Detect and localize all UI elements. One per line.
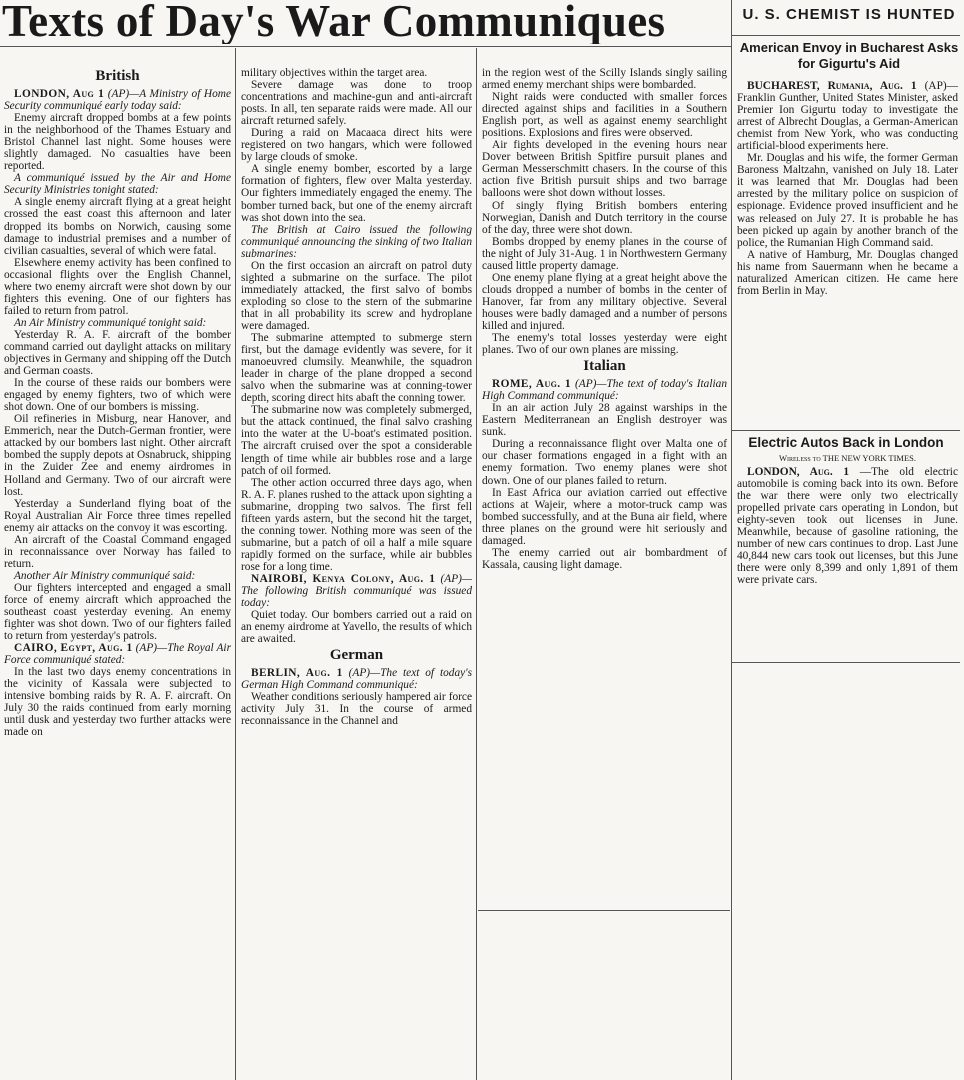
- german-italian-column: [482, 67, 727, 917]
- paragraph: [4, 498, 231, 534]
- body-text: The other action occurred three days ago, when R. A. F. planes rushed to the attack upon sighting a submarine, dropping two salvos. The first fell fifteen yards astern, but the second hit the target, the conning tower. Nothing more was seen of the submarine, but a patch of oil a half a mile square rapidly formed on the surface, while air bubbles rose for a long time.: [241, 476, 472, 573]
- autos-headline: Electric Autos Back in London: [748, 435, 944, 450]
- body-text: Bombs dropped by enemy planes in the course of the night of July 31-Aug. 1 in Northwestern Germany caused little property damage.: [482, 235, 727, 272]
- body-text: Oil refineries in Misburg, near Hanover, and Emmerich, near the Dutch-German frontier, were attacked by our bombers last night. Other aircraft bombed the supply depots at Osnabruck, shipping in the Zuider Zee and enemy airdromes in Holland and Germany. Two of our aircraft were lost.: [4, 413, 231, 498]
- paragraph: [737, 80, 958, 152]
- paragraph: [482, 332, 727, 356]
- paragraph: [4, 377, 231, 413]
- body-text: Our fighters intercepted and engaged a small force of enemy aircraft which approached the southeast coast yesterday evening. An enemy fighter was shot down. Two of our fighters failed to return from yesterday's patrols.: [4, 581, 231, 643]
- dateline: BERLIN, Aug. 1: [251, 667, 343, 680]
- body-text: Yesterday R. A. F. aircraft of the bomber command carried out daylight attacks on military objectives in Germany and shipping off the Dutch and German coasts.: [4, 328, 231, 378]
- paragraph: [482, 402, 727, 438]
- chemist-headline: U. S. CHEMIST IS HUNTED: [742, 6, 956, 23]
- body-text: During a reconnaissance flight over Malta one of our chaser formations engaged in a fight with an enemy formation. Two enemy planes were shot down. One of our planes failed to return.: [482, 438, 727, 487]
- paragraph: [241, 477, 472, 573]
- body-text: Of singly flying British bombers entering Norwegian, Danish and Dutch territory in the course of the day, three were shot down.: [482, 199, 727, 236]
- intro-text: A communiqué issued by the Air and Home Security Ministries tonight stated:: [4, 172, 231, 197]
- body-text: In an air action July 28 against warships in the Eastern Mediterranean an English destroyer was sunk.: [482, 402, 727, 439]
- intro-text: (AP)—The text of today's Italian High Command communiqué:: [482, 378, 727, 403]
- paragraph: [241, 332, 472, 404]
- dateline: CAIRO, Egypt, Aug. 1: [14, 642, 133, 655]
- body-text: Mr. Douglas and his wife, the former German Baroness Maltzahn, vanished on July 18. Later it was learned that Mr. Douglas had been arrested by the military police on suspicion of espionage. Evidence proved insufficient and he was released on July 27. It is probable he has been picked up again by another branch of the police, the Rumanian High Command said.: [737, 152, 958, 249]
- body-text: The submarine now was completely submerged, but the attack continued, the final salvo crashing into the water at the U-boat's estimated position. The aircraft cruised over the spot a considerable length of time while air bubbles rose and a large patch of oil formed.: [241, 404, 472, 477]
- paragraph: [482, 91, 727, 139]
- autos-story: [737, 451, 958, 661]
- column-rule: [476, 48, 477, 1080]
- body-text: The submarine attempted to submerge stern first, but the damage evidently was severe, for it manoeuvred clumsily. Meanwhile, the squadron leader in charge of the plane dropped a second salvo when the submarine was at conning-tower depth, scoring direct hits abaft the conning tower.: [241, 332, 472, 405]
- paragraph: [4, 317, 231, 329]
- paragraph: [4, 534, 231, 570]
- body-text: The enemy carried out air bombardment of Kassala, causing light damage.: [482, 546, 727, 571]
- dateline: NAIROBI, Kenya Colony, Aug. 1: [251, 572, 436, 585]
- paragraph: [482, 547, 727, 571]
- body-text: Yesterday a Sunderland flying boat of the Royal Australian Air Force three times repelled enemy air attacks on the convoy it was escorting.: [4, 497, 231, 534]
- paragraph: [4, 666, 231, 738]
- body-text: An aircraft of the Coastal Command engaged in reconnaissance over Norway has failed to return.: [4, 533, 231, 570]
- dateline: LONDON, Aug. 1: [747, 466, 850, 479]
- intro-text: The British at Cairo issued the following communiqué announcing the sinking of two Italian submarines:: [241, 223, 472, 260]
- chemist-story: [737, 80, 958, 430]
- paragraph: [4, 257, 231, 317]
- paragraph: [482, 139, 727, 199]
- paragraph: [482, 487, 727, 547]
- paragraph: [737, 152, 958, 248]
- column-rule: [235, 48, 236, 1080]
- column-rule: [731, 0, 732, 1080]
- section-heading: British: [95, 68, 140, 84]
- paragraph: [4, 196, 231, 256]
- paragraph: [4, 112, 231, 172]
- paragraph: [482, 438, 727, 486]
- intro-text: (AP)—The following British communiqué was issued today:: [241, 572, 472, 610]
- paragraph: [482, 272, 727, 332]
- paragraph: [482, 378, 727, 402]
- paragraph: [737, 466, 958, 586]
- paragraph: [737, 249, 958, 297]
- body-text: Night raids were conducted with smaller forces directed against ships and facilities in a Southern English port, as well as against enemy searchlight positions. Explosions and fires were observed.: [482, 91, 727, 140]
- paragraph: [4, 582, 231, 642]
- body-text: Weather conditions seriously hampered air force activity July 31. In the course of armed reconnaissance in the Channel and: [241, 691, 472, 728]
- continued-column: [241, 67, 472, 1080]
- body-text: Air fights developed in the evening hours near Dover between British Spitfire pursuit planes and German Messerschmitt chasers. In the course of this action five British pursuit ships and two barrage balloons were shot down without losses.: [482, 139, 727, 200]
- body-text: On the first occasion an aircraft on patrol duty sighted a submarine on the surface. The pilot immediately attacked, the first salvo of bombs exploding so close to the stern of the submarine that in all probability its screw and hydroplane were damaged.: [241, 259, 472, 332]
- intro-text: (AP)—A Ministry of Home Security communiqué early today said:: [4, 88, 231, 113]
- body-text: (AP)—Franklin Gunther, United States Minister, asked Premier Ion Gigurtu today to investigate the arrest of Albrecht Douglas, a German-American chemist from New York, who was conducting artificial-blood experiments here.: [737, 80, 958, 153]
- paragraph: [241, 163, 472, 223]
- section-heading: German: [329, 647, 384, 664]
- intro-text: Another Air Ministry communiqué said:: [14, 569, 196, 582]
- headline-rule: [0, 46, 731, 47]
- chemist-subhead: American Envoy in Bucharest Asks for Gigurtu's Aid: [739, 40, 959, 71]
- paragraph: [482, 67, 727, 91]
- paragraph: [241, 404, 472, 476]
- paragraph: [4, 570, 231, 582]
- wireless-credit: Wireless to THE NEW YORK TIMES.: [778, 453, 917, 463]
- body-text: A single enemy bomber, escorted by a large formation of fighters, flew over Malta yesterday. Our fighters immediately engaged the enemy. The bomber turned back, but one of the enemy aircraft was shot down into the sea.: [241, 163, 472, 224]
- intro-text: (AP)—The text of today's German High Command communiqué:: [241, 667, 472, 692]
- paragraph: [241, 573, 472, 609]
- dateline: BUCHAREST, Rumania, Aug. 1: [747, 80, 917, 92]
- body-text: One enemy plane flying at a great height above the clouds dropped a number of bombs in the center of Hanover, far from any military objective. Several houses were badly damaged and a number of persons killed and injured.: [482, 271, 727, 332]
- intro-text: (AP)—The Royal Air Force communiqué stated:: [4, 642, 231, 667]
- body-text: Quiet today. Our bombers carried out a raid on an enemy airdrome at Yavello, the results of which are awaited.: [241, 609, 472, 646]
- dateline: LONDON, Aug 1: [14, 88, 105, 100]
- paragraph: [241, 691, 472, 727]
- body-text: In East Africa our aviation carried out effective actions at Wajeir, where a motor-truck camp was bombed successfully, and at the Buna air field, where three planes on the ground were hit seriously and damaged.: [482, 486, 727, 547]
- paragraph: [241, 224, 472, 260]
- body-text: In the last two days enemy concentrations in the vicinity of Kassala were subjected to intensive bombing raids by R. A. F. aircraft. On July 30 the raids continued from early morning until dusk and yesterday two further attacks were made on: [4, 666, 231, 739]
- story-divider: [732, 35, 960, 36]
- paragraph: [241, 79, 472, 127]
- section-heading: Italian: [583, 358, 626, 375]
- body-text: A single enemy aircraft flying at a great height crossed the east coast this afternoon and later dropped its bombs on Norwich, causing some damage to industrial premises and a number of civilian casualties, several of which were fatal.: [4, 196, 231, 257]
- paragraph: [4, 172, 231, 196]
- body-text: Elsewhere enemy activity has been confined to occasional flights over the English Channel, where two enemy aircraft were shot down by our fighters this evening. One of our fighters has failed to return from patrol.: [4, 256, 231, 317]
- intro-text: An Air Ministry communiqué tonight said:: [14, 316, 207, 329]
- body-text: In the course of these raids our bombers were engaged by enemy fighters, two of which were shot down. One of our bombers is missing.: [4, 377, 231, 414]
- paragraph: [4, 329, 231, 377]
- body-text: —The old electric automobile is coming back into its own. Before the war there were only two electrically propelled private cars operating in London, but eighty-seven took out licenses in June. Meanwhile, because of gasoline rationing, the number of new cars continues to drop. Last June 40,844 new cars took out licenses, but this June there were only 8,399 and only 1,891 of them were private cars.: [737, 466, 958, 587]
- body-text: The enemy's total losses yesterday were eight planes. Two of our own planes are missing.: [482, 332, 727, 357]
- story-end-rule: [732, 662, 960, 663]
- body-text: in the region west of the Scilly Islands singly sailing armed enemy merchant ships were bombarded.: [482, 67, 727, 92]
- body-text: Severe damage was done to troop concentrations and machine-gun and anti-aircraft posts. In all, ten separate raids were made. All our aircraft returned safely.: [241, 79, 472, 128]
- page-headline: Texts of Day's War Communiques: [2, 0, 666, 44]
- paragraph: [4, 413, 231, 497]
- body-text: A native of Hamburg, Mr. Douglas changed his name from Sauermann when he became a naturalized American citizen. He came here from Berlin in May.: [737, 248, 958, 297]
- paragraph: [241, 67, 472, 79]
- dateline: ROME, Aug. 1: [492, 378, 571, 391]
- paragraph: [241, 127, 472, 163]
- paragraph: [482, 200, 727, 236]
- paragraph: [4, 642, 231, 666]
- paragraph: [241, 609, 472, 645]
- paragraph: [4, 88, 231, 112]
- body-text: military objectives within the target area.: [241, 67, 428, 79]
- story-divider: [732, 430, 960, 431]
- british-column: [4, 66, 231, 1080]
- body-text: During a raid on Macaaca direct hits were registered on two hangars, which were followed by large clouds of smoke.: [241, 127, 472, 164]
- body-text: Enemy aircraft dropped bombs at a few points in the neighborhood of the Thames Estuary and Bristol Channel last night. Some houses were slightly damaged. No casualties have been reported.: [4, 112, 231, 173]
- paragraph: [241, 667, 472, 691]
- paragraph: [241, 260, 472, 332]
- paragraph: [482, 236, 727, 272]
